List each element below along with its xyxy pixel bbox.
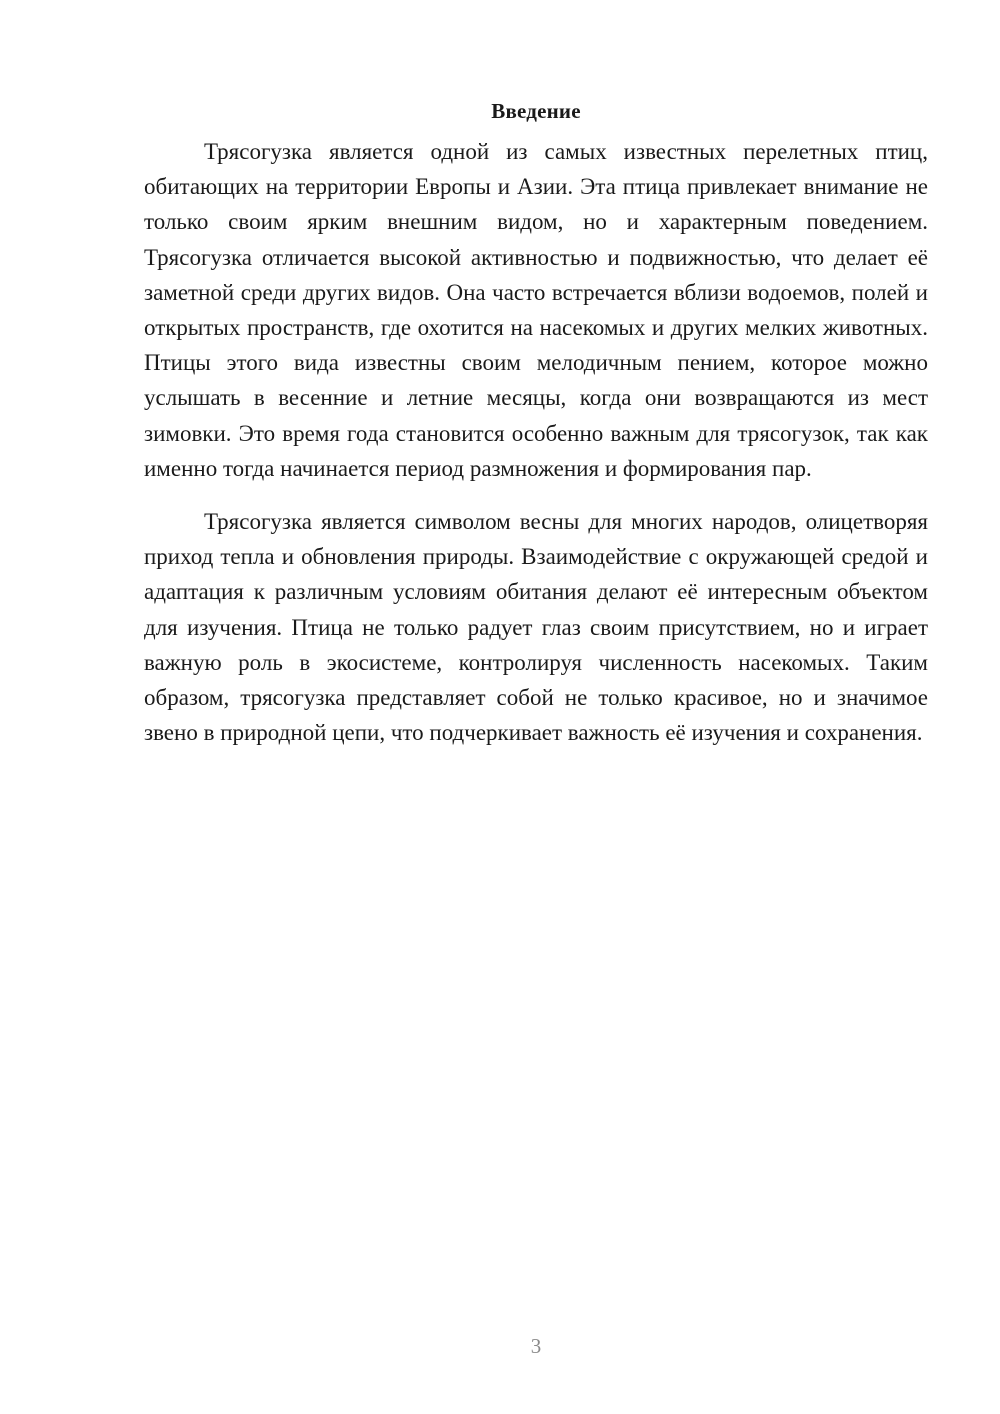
paragraph-2: Трясогузка является символом весны для многих народов, олицетворяя приход тепла и обновления природы. Взаимодействие с окружающей средой и адаптация к различным условиям обитания делают её интересным объектом для изучения. Птица не только радует глаз своим присутствием, но и играет важную роль в экосистеме, контролируя численность насекомых. Таким образом, трясогузка представляет собой не только красивое, но и значимое звено в природной цепи, что подчеркивает важность её изучения и сохранения. xyxy=(144,509,928,746)
section-title: Введение xyxy=(491,99,581,123)
page-number: 3 xyxy=(530,1334,542,1358)
paragraph-1: Трясогузка является одной из самых известных перелетных птиц, обитающих на территории Европы и Азии. Эта птица привлекает внимание не только своим ярким внешним видом, но и характерным поведением. Трясогузка отличается высокой активностью и подвижностью, что делает её заметной среди других видов. Она часто встречается вблизи водоемов, полей и открытых пространств, где охотится на насекомых и других мелких животных. Птицы этого вида известны своим мелодичным пением, которое можно услышать в весенние и летние месяцы, когда они возвращаются из мест зимовки. Это время года становится особенно важным для трясогузок, так как именно тогда начинается период размножения и формирования пар. xyxy=(144,139,928,481)
document-body xyxy=(144,96,928,750)
